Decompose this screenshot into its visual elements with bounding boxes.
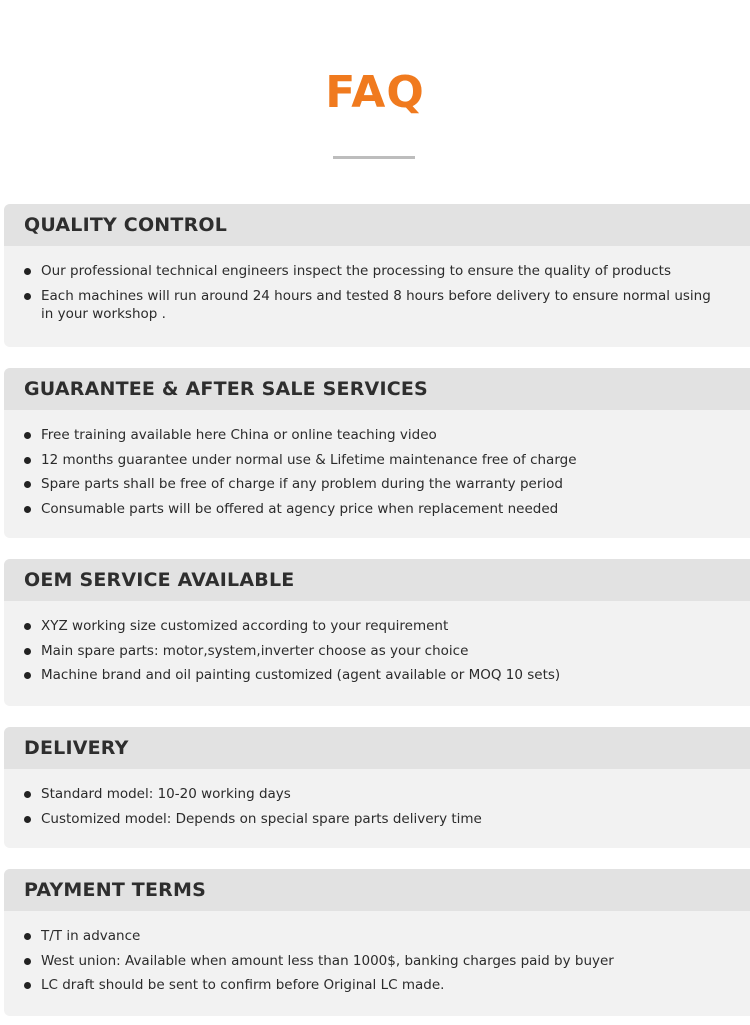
bullet-icon	[24, 816, 31, 823]
section-title: OEM SERVICE AVAILABLE	[24, 569, 295, 591]
section-body	[4, 601, 750, 685]
list-item-text: Our professional technical engineers inspect the processing to ensure the quality of products	[41, 263, 671, 279]
bullet-icon	[24, 648, 31, 655]
list-item-text: West union: Available when amount less than 1000$, banking charges paid by buyer	[41, 952, 614, 969]
list-item-text: 12 months guarantee under normal use & Lifetime maintenance free of charge	[41, 451, 577, 468]
list-item-text: Each machines will run around 24 hours and tested 8 hours before delivery to ensure normal using in your workshop .	[41, 287, 711, 322]
section-body	[4, 911, 750, 995]
list-item	[24, 927, 726, 946]
list-item	[24, 666, 726, 685]
list-item	[24, 642, 726, 661]
list-item	[24, 617, 726, 636]
faq-section-delivery	[4, 727, 750, 848]
list-item-text: Standard model: 10-20 working days	[41, 786, 291, 802]
section-body	[4, 410, 750, 518]
section-title: PAYMENT TERMS	[24, 879, 206, 901]
list-item	[24, 262, 726, 281]
list-item-text: XYZ working size customized according to your requirement	[41, 618, 449, 634]
bullet-icon	[24, 982, 31, 989]
list-item	[24, 500, 726, 519]
bullet-icon	[24, 506, 31, 513]
faq-section-payment-terms	[4, 869, 750, 1016]
list-item	[24, 976, 726, 995]
bullet-icon	[24, 268, 31, 275]
list-item-text: Main spare parts: motor,system,inverter choose as your choice	[41, 642, 469, 659]
bullet-icon	[24, 481, 31, 488]
bullet-icon	[24, 958, 31, 965]
faq-section-oem-service	[4, 559, 750, 706]
section-body	[4, 769, 750, 828]
section-header	[4, 204, 750, 246]
bullet-icon	[24, 933, 31, 940]
list-item	[24, 785, 726, 804]
list-item	[24, 451, 726, 470]
faq-section-guarantee	[4, 368, 750, 538]
list-item-text: Spare parts shall be free of charge if any problem during the warranty period	[41, 476, 563, 492]
list-item-text: T/T in advance	[41, 928, 141, 944]
section-header	[4, 727, 750, 769]
section-header	[4, 368, 750, 410]
bullet-icon	[24, 672, 31, 679]
bullet-icon	[24, 623, 31, 630]
list-item	[24, 952, 726, 971]
section-title: GUARANTEE & AFTER SALE SERVICES	[24, 378, 428, 400]
list-item	[24, 475, 726, 494]
list-item-text: LC draft should be sent to confirm before Original LC made.	[41, 977, 445, 993]
faq-section-quality-control	[4, 204, 750, 347]
section-body	[4, 246, 750, 324]
list-item	[24, 287, 726, 324]
section-header	[4, 559, 750, 601]
page-title: FAQ	[325, 67, 425, 118]
bullet-icon	[24, 791, 31, 798]
section-title: DELIVERY	[24, 737, 129, 759]
list-item	[24, 810, 726, 829]
bullet-icon	[24, 457, 31, 464]
list-item-text: Free training available here China or online teaching video	[41, 427, 437, 443]
bullet-icon	[24, 293, 31, 300]
list-item	[24, 426, 726, 445]
section-header	[4, 869, 750, 911]
title-divider	[333, 156, 415, 159]
list-item-text: Machine brand and oil painting customized (agent available or MOQ 10 sets)	[41, 667, 561, 683]
list-item-text: Consumable parts will be offered at agency price when replacement needed	[41, 500, 559, 517]
list-item-text: Customized model: Depends on special spare parts delivery time	[41, 810, 482, 827]
section-title: QUALITY CONTROL	[24, 214, 228, 236]
bullet-icon	[24, 432, 31, 439]
